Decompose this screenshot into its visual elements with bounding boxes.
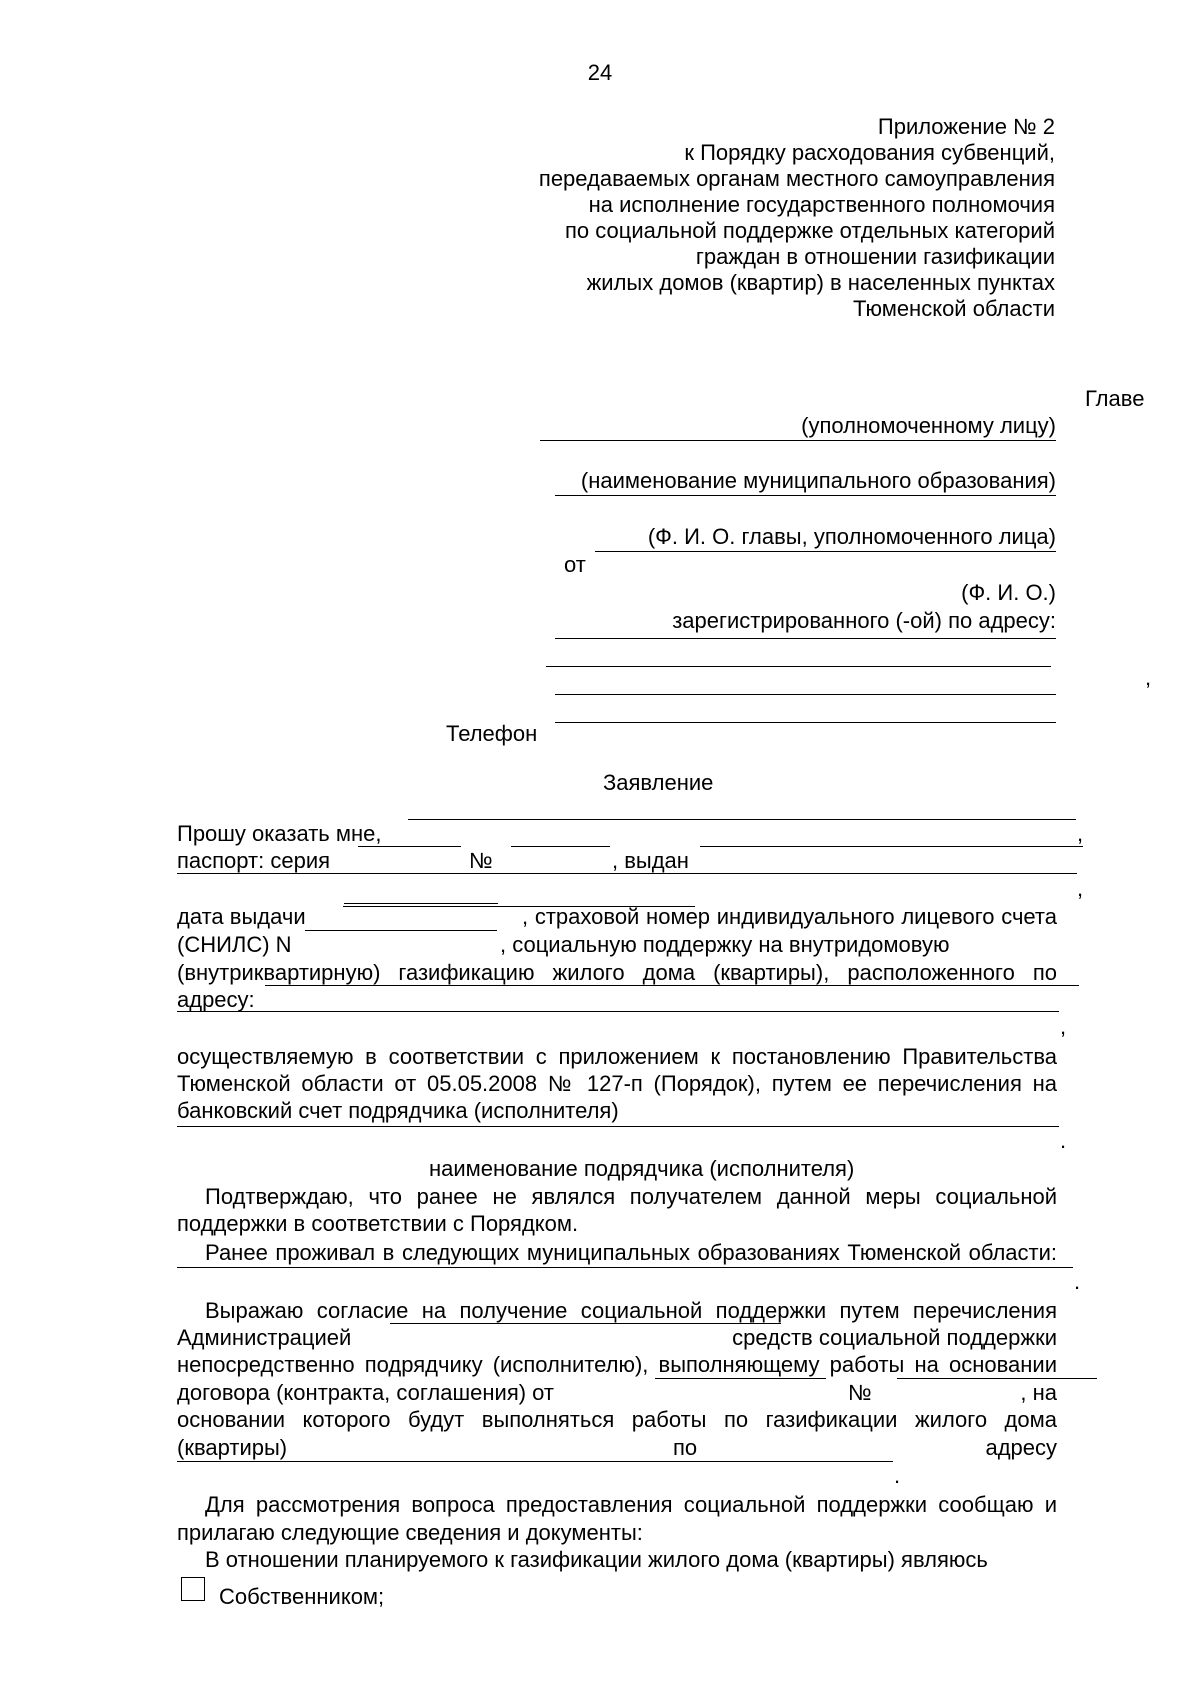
issued-by-field-line[interactable] — [700, 846, 1083, 847]
phone-label: Телефон — [446, 721, 538, 746]
consent-line-1: Выражаю согласие на получение социальной поддержки путем перечисления — [205, 1298, 1057, 1323]
appendix-line: жилых домов (квартир) в населенных пунктах — [586, 270, 1055, 295]
review-line-2: прилагаю следующие сведения и документы: — [177, 1520, 643, 1545]
document-title: Заявление — [603, 770, 714, 795]
contractor-name-field-line[interactable] — [177, 1126, 1059, 1127]
appendix-line: по социальной поддержке отдельных категорий — [564, 218, 1055, 243]
passport-series-field-line[interactable] — [358, 846, 461, 847]
page-number: 24 — [587, 60, 613, 85]
passport-number-field-line[interactable] — [511, 846, 610, 847]
request-label: Прошу оказать мне, — [177, 821, 382, 846]
issue-date-label: дата выдачи — [177, 904, 306, 929]
contract-address-period: . — [894, 1463, 901, 1488]
issued-by-comma: , — [1077, 876, 1084, 901]
applicant-name-caption: (Ф. И. О.) — [961, 580, 1056, 605]
passport-number-sign: № — [469, 848, 493, 873]
appendix-line: Тюменской области — [852, 296, 1055, 321]
contractor-period: . — [1060, 1128, 1067, 1153]
execution-paragraph-line-1: осуществляемую в соответствии с приложением к постановлению Правительства — [177, 1044, 1057, 1069]
consent-line-3: непосредственно подрядчику (исполнителю), выполняющему работы на основании — [177, 1352, 1057, 1377]
administration-field-line[interactable] — [390, 1323, 781, 1324]
passport-series-label: паспорт: серия — [177, 848, 331, 873]
applicant-name-field-line[interactable] — [595, 551, 1056, 552]
contract-label: договора (контракта, соглашения) от — [177, 1380, 554, 1405]
authorized-person-label: (уполномоченному лицу) — [801, 413, 1056, 438]
contract-number-field-line[interactable] — [897, 1378, 1097, 1379]
contract-tail: , на — [1020, 1380, 1057, 1405]
issued-label: , выдан — [612, 848, 689, 873]
snils-field-line[interactable] — [305, 930, 497, 931]
from-label: от — [564, 552, 586, 577]
owner-checkbox[interactable] — [181, 1577, 205, 1601]
object-address-field-line-2[interactable] — [177, 1011, 1059, 1012]
confirm-line-1: Подтверждаю, что ранее не являлся получателем данной меры социальной — [205, 1184, 1057, 1209]
execution-paragraph-line-3: банковский счет подрядчика (исполнителя) — [177, 1098, 619, 1123]
insurance-number-text: , страховой номер индивидуального лицевого счета — [522, 904, 1057, 929]
appendix-line: на исполнение государственного полномочия — [588, 192, 1055, 217]
address-word: адресу — [985, 1435, 1057, 1460]
previous-residence-field-line[interactable] — [177, 1267, 1073, 1268]
confirm-line-2: поддержки в соответствии с Порядком. — [177, 1211, 579, 1236]
address-field-line-2[interactable] — [546, 666, 1051, 667]
contractor-caption: наименование подрядчика (исполнителя) — [429, 1156, 855, 1181]
apartment-word: (квартиры) — [177, 1435, 288, 1460]
head-name-field-line[interactable] — [555, 495, 1056, 496]
previous-residence-period: . — [1074, 1269, 1081, 1294]
address-field-line-3[interactable] — [555, 694, 1056, 695]
phone-field-line[interactable] — [555, 722, 1056, 723]
municipality-field-line[interactable] — [540, 440, 1056, 441]
execution-paragraph-line-2: Тюменской области от 05.05.2008 № 127-п (Порядок), путем ее перечисления на — [177, 1071, 1057, 1096]
registered-address-label: зарегистрированного (-ой) по адресу: — [672, 608, 1056, 633]
contract-date-field-line[interactable] — [655, 1378, 826, 1379]
administration-label: Администрацией — [177, 1325, 352, 1350]
issue-date-row — [177, 904, 1057, 930]
support-text: , социальную поддержку на внутридомовую — [500, 932, 950, 957]
issued-by-field-line-2[interactable] — [177, 873, 1077, 874]
request-comma: , — [1077, 821, 1084, 846]
contract-number-sign: № — [848, 1380, 872, 1405]
snils-label: (СНИЛС) N — [177, 932, 292, 957]
address-comma: , — [1145, 665, 1152, 690]
object-address-comma: , — [1060, 1014, 1067, 1039]
gasification-line: (внутриквартирную) газификацию жилого дома (квартиры), расположенного по — [177, 960, 1057, 985]
to-head-label: Главе — [1085, 386, 1145, 411]
appendix-header — [539, 114, 1055, 322]
object-address-field-line[interactable] — [265, 985, 1079, 986]
owner-option-label: Собственником; — [219, 1584, 385, 1609]
address-label: адресу: — [177, 987, 255, 1012]
review-line-1: Для рассмотрения вопроса предоставления социальной поддержки сообщаю и — [205, 1492, 1057, 1517]
relation-text: В отношении планируемого к газификации жилого дома (квартиры) являюсь — [205, 1547, 988, 1572]
appendix-line: к Порядку расходования субвенций, — [684, 140, 1055, 165]
appendix-line: граждан в отношении газификации — [695, 244, 1055, 269]
appendix-line: Приложение № 2 — [877, 114, 1055, 139]
head-name-caption: (Ф. И. О. главы, уполномоченного лица) — [647, 524, 1056, 549]
appendix-line: передаваемых органам местного самоуправления — [538, 166, 1055, 191]
consent-line-5: основании которого будут выполняться работы по газификации жилого дома — [177, 1407, 1057, 1432]
address-field-line-1[interactable] — [555, 638, 1056, 639]
issue-date-field-line-visible[interactable] — [344, 903, 498, 904]
previous-residence-text: Ранее проживал в следующих муниципальных образованиях Тюменской области: — [205, 1240, 1057, 1265]
municipality-caption: (наименование муниципального образования) — [580, 468, 1056, 493]
consent-line-2-tail: средств социальной поддержки — [732, 1325, 1057, 1350]
contract-address-field-line[interactable] — [177, 1461, 893, 1462]
request-recipient-field-line[interactable] — [408, 819, 1076, 820]
by-word: по — [673, 1435, 698, 1460]
